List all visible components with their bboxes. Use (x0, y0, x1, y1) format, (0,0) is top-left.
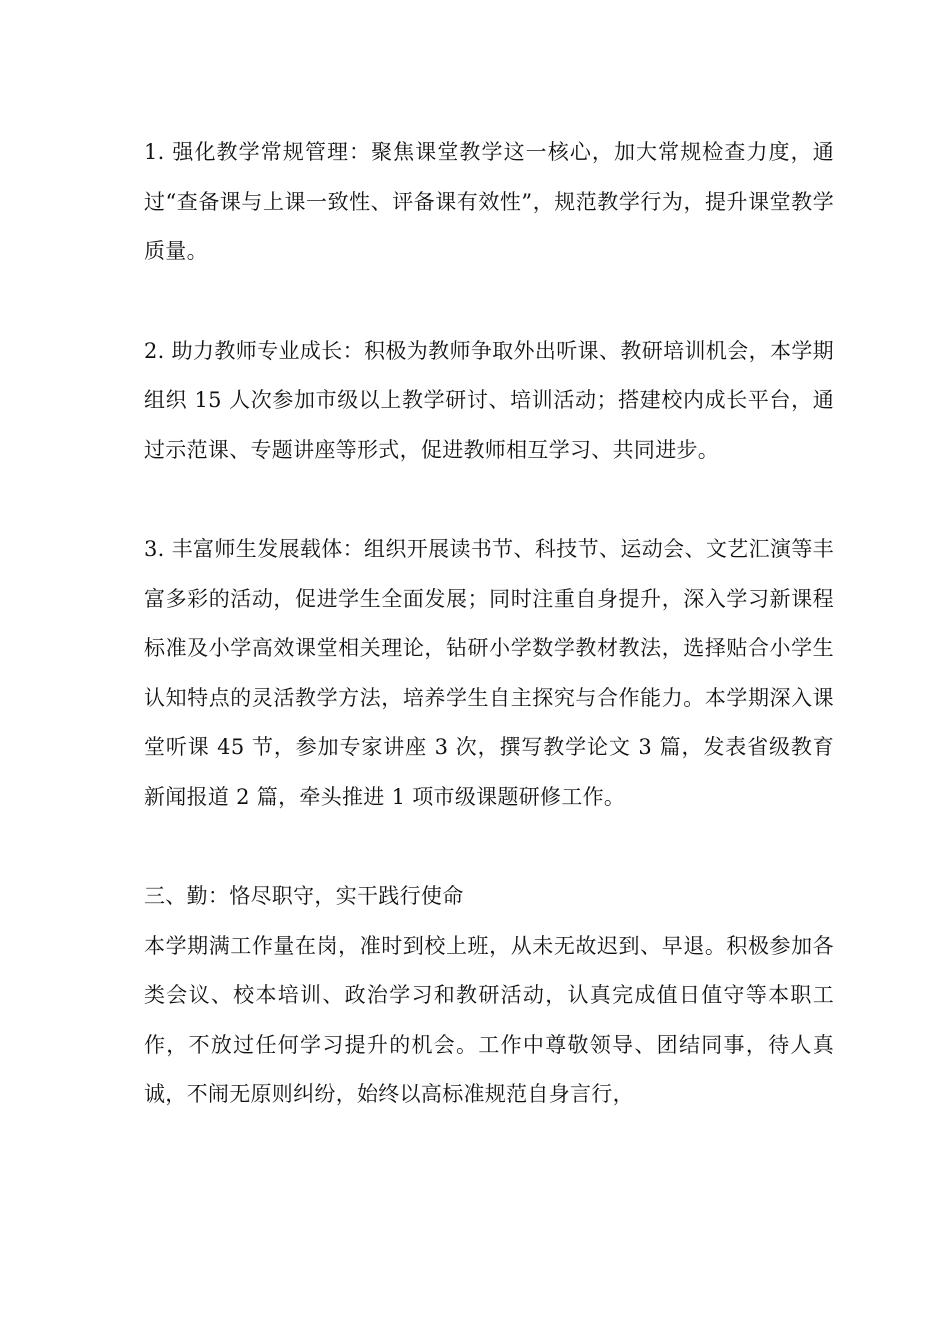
paragraph-item-3: 3. 丰富师生发展载体：组织开展读书节、科技节、运动会、文艺汇演等丰富多彩的活动，促进学生全面发展；同时注重自身提升，深入学习新课程标准及小学高效课堂相关理论，钻研小学数学教材教法，选择贴合小学生认知特点的灵活教学方法，培养学生自主探究与合作能力。本学期深入课堂听课 45 节，参加专家讲座 3 次，撰写教学论文 3 篇，发表省级教育新闻报道 2 篇，牵头推进 1 项市级课题研修工作。 (144, 537, 834, 809)
paragraph-item-1: 1. 强化教学常规管理：聚焦课堂教学这一核心，加大常规检查力度，通过“查备课与上课一致性、评备课有效性”，规范教学行为，提升课堂教学质量。 (144, 140, 834, 263)
paragraph-item-2: 2. 助力教师专业成长：积极为教师争取外出听课、教研培训机会，本学期组织 15 人次参加市级以上教学研讨、培训活动；搭建校内成长平台，通过示范课、专题讲座等形式，促进教师相互学习、共同进步。 (144, 338, 834, 462)
document-body (144, 128, 834, 1120)
section-heading: 三、勤：恪尽职守，实干践行使命 (144, 884, 464, 908)
section-body-paragraph: 本学期满工作量在岗，准时到校上班，从未无故迟到、早退。积极参加各类会议、校本培训、政治学习和教研活动，认真完成值日值守等本职工作，不放过任何学习提升的机会。工作中尊敬领导、团结同事，待人真诚，不闹无原则纠纷，始终以高标准规范自身言行， (144, 933, 834, 1106)
